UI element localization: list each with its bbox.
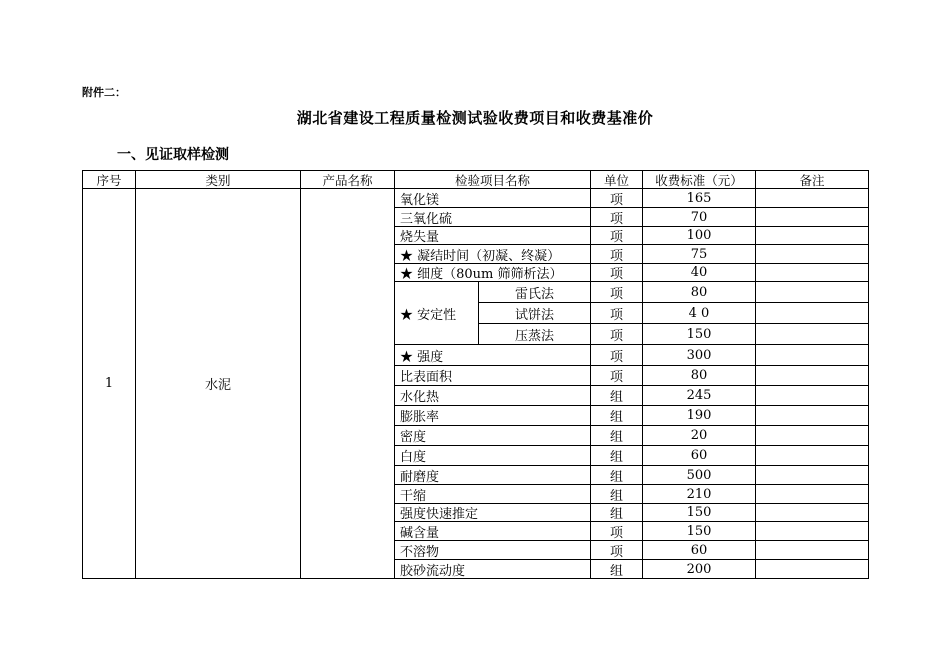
table-rule bbox=[478, 281, 479, 345]
table-rule bbox=[394, 226, 869, 227]
section-title: 一、见证取样检测 bbox=[117, 147, 229, 163]
fee-cell: 150 bbox=[686, 505, 712, 520]
unit-cell: 组 bbox=[609, 563, 623, 578]
unit-cell: 组 bbox=[609, 390, 623, 405]
remark-cell bbox=[756, 386, 868, 405]
category-cell: 水泥 bbox=[204, 378, 231, 393]
remark-cell bbox=[756, 208, 868, 226]
header-item: 检验项目名称 bbox=[454, 172, 530, 188]
item-name-cell: 烧失量 bbox=[400, 230, 440, 244]
item-name-cell: 白度 bbox=[400, 450, 427, 465]
fee-cell: 60 bbox=[690, 448, 708, 463]
fee-cell: 500 bbox=[686, 467, 712, 483]
unit-cell: 项 bbox=[609, 349, 623, 365]
header-index: 序号 bbox=[96, 172, 122, 188]
item-name-cell: 氧化镁 bbox=[400, 192, 440, 207]
item-name-cell: 压蒸法 bbox=[514, 328, 554, 344]
item-name-cell: 三氧化硫 bbox=[400, 211, 453, 226]
fee-cell: 150 bbox=[686, 326, 712, 342]
item-name-cell: 不溶物 bbox=[400, 544, 440, 559]
header-fee: 收费标准（元） bbox=[655, 172, 743, 188]
row-index: 1 bbox=[104, 376, 114, 391]
table-rule bbox=[642, 170, 643, 579]
fee-cell: 40 bbox=[690, 265, 708, 280]
unit-cell: 项 bbox=[609, 328, 623, 344]
table-rule bbox=[82, 170, 83, 579]
unit-cell: 组 bbox=[609, 410, 623, 425]
unit-cell: 项 bbox=[609, 286, 623, 302]
fee-cell: 150 bbox=[686, 523, 712, 539]
header-remark: 备注 bbox=[799, 172, 825, 188]
remark-cell bbox=[756, 345, 868, 365]
remark-cell bbox=[756, 264, 868, 281]
remark-cell bbox=[756, 303, 868, 323]
table-rule bbox=[394, 281, 869, 282]
document-title: 湖北省建设工程质量检测试验收费项目和收费基准价 bbox=[296, 109, 654, 127]
unit-cell: 组 bbox=[609, 507, 623, 521]
table-rule bbox=[868, 170, 869, 579]
unit-cell: 项 bbox=[609, 192, 623, 207]
item-name-cell: 胶砂流动度 bbox=[400, 563, 466, 578]
item-name-cell: ★ 细度（80um 筛筛析法） bbox=[400, 267, 563, 281]
table-rule bbox=[394, 465, 869, 466]
fee-cell: 60 bbox=[690, 542, 708, 558]
unit-cell: 组 bbox=[609, 450, 623, 465]
header-unit: 单位 bbox=[603, 172, 629, 188]
item-name-cell: 强度快速推定 bbox=[400, 507, 479, 521]
remark-cell bbox=[756, 245, 868, 263]
fee-cell: 165 bbox=[686, 190, 712, 206]
table-rule bbox=[478, 302, 869, 303]
fee-cell: 20 bbox=[690, 428, 708, 443]
item-name-cell: 试饼法 bbox=[514, 307, 554, 323]
table-rule bbox=[590, 170, 591, 579]
product-name-cell bbox=[301, 189, 394, 578]
table-rule bbox=[478, 323, 869, 324]
unit-cell: 组 bbox=[609, 430, 623, 445]
item-name-cell: 干缩 bbox=[400, 488, 427, 503]
table-rule bbox=[300, 170, 301, 579]
header-category: 类别 bbox=[205, 172, 231, 188]
remark-cell bbox=[756, 324, 868, 344]
unit-cell: 项 bbox=[609, 211, 623, 226]
table-rule bbox=[394, 540, 869, 541]
remark-cell bbox=[756, 485, 868, 503]
fee-cell: 190 bbox=[686, 408, 712, 423]
fee-cell: 70 bbox=[690, 209, 708, 225]
fee-cell: 300 bbox=[686, 347, 712, 363]
remark-cell bbox=[756, 522, 868, 540]
remark-cell bbox=[756, 541, 868, 559]
item-name-cell: 碱含量 bbox=[400, 525, 440, 540]
table-rule bbox=[394, 244, 869, 245]
table-rule bbox=[82, 170, 869, 171]
unit-cell: 项 bbox=[609, 544, 623, 559]
item-name-cell: 雷氏法 bbox=[514, 286, 554, 302]
remark-cell bbox=[756, 227, 868, 244]
remark-cell bbox=[756, 466, 868, 484]
remark-cell bbox=[756, 446, 868, 465]
fee-cell: 80 bbox=[690, 284, 708, 300]
remark-cell bbox=[756, 189, 868, 207]
fee-cell: 75 bbox=[690, 246, 708, 262]
unit-cell: 项 bbox=[609, 525, 623, 540]
item-name-cell: 密度 bbox=[400, 430, 427, 445]
item-name-cell: 比表面积 bbox=[400, 370, 453, 385]
item-name-cell: 耐磨度 bbox=[400, 469, 440, 484]
remark-cell bbox=[756, 406, 868, 425]
table-rule bbox=[394, 170, 395, 579]
fee-cell: 4 0 bbox=[688, 305, 710, 321]
attachment-label: 附件二： bbox=[82, 86, 126, 99]
table-rule bbox=[394, 405, 869, 406]
unit-cell: 项 bbox=[609, 248, 623, 263]
item-name-cell: ★ 凝结时间（初凝、终凝） bbox=[400, 248, 561, 263]
item-name-cell: 水化热 bbox=[400, 390, 440, 405]
table-rule bbox=[394, 521, 869, 522]
fee-cell: 245 bbox=[686, 388, 712, 403]
table-rule bbox=[394, 385, 869, 386]
unit-cell: 项 bbox=[609, 307, 623, 323]
table-rule bbox=[82, 578, 869, 579]
table-rule bbox=[135, 170, 136, 579]
unit-cell: 项 bbox=[609, 267, 623, 281]
remark-cell bbox=[756, 282, 868, 302]
unit-cell: 组 bbox=[609, 469, 623, 484]
unit-cell: 项 bbox=[609, 230, 623, 244]
table-rule bbox=[394, 207, 869, 208]
table-rule bbox=[394, 425, 869, 426]
table-rule bbox=[394, 445, 869, 446]
unit-cell: 组 bbox=[609, 488, 623, 503]
fee-cell: 210 bbox=[686, 486, 712, 502]
item-name-cell: 膨胀率 bbox=[400, 410, 440, 425]
fee-cell: 200 bbox=[686, 561, 712, 577]
remark-cell bbox=[756, 504, 868, 521]
unit-cell: 项 bbox=[609, 370, 623, 385]
remark-cell bbox=[756, 366, 868, 385]
header-product: 产品名称 bbox=[322, 172, 373, 188]
fee-cell: 80 bbox=[690, 368, 708, 383]
item-name-cell: ★ 强度 bbox=[400, 349, 444, 365]
table-rule bbox=[82, 188, 869, 189]
table-rule bbox=[755, 170, 756, 579]
table-rule bbox=[394, 559, 869, 560]
table-rule bbox=[394, 263, 869, 264]
remark-cell bbox=[756, 560, 868, 578]
remark-cell bbox=[756, 426, 868, 445]
table-rule bbox=[394, 344, 869, 345]
composite-item-label: ★ 安定性 bbox=[400, 307, 457, 323]
table-rule bbox=[394, 484, 869, 485]
table-rule bbox=[394, 503, 869, 504]
fee-cell: 100 bbox=[686, 228, 712, 243]
table-rule bbox=[394, 365, 869, 366]
